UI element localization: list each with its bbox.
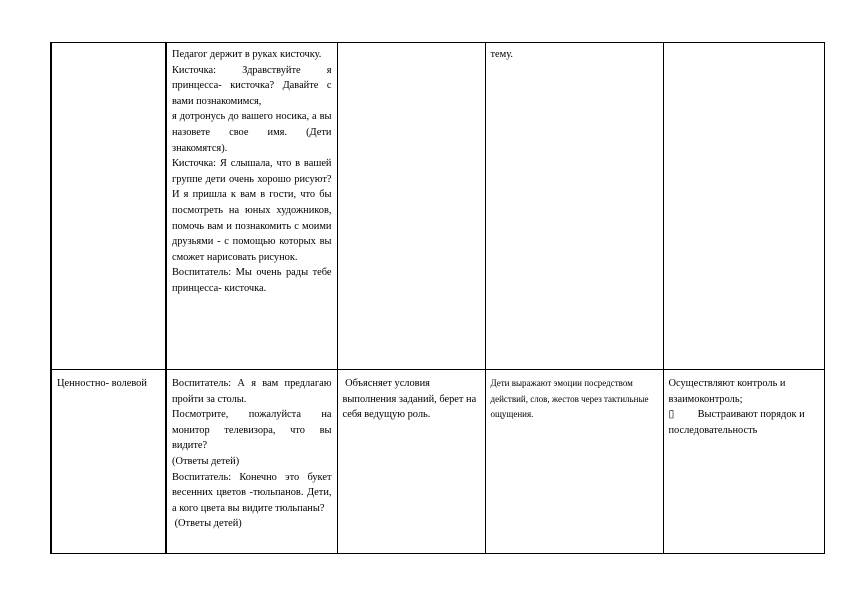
lesson-table <box>50 42 825 554</box>
paragraph: Кисточка: Я слышала, что в вашей группе дети очень хорошо рисуют? И я пришла к вам в гости, что бы посмотреть на юных художников, помочь вам и познакомить с моими друзьями - с помощью которых вы сможет нарисовать рисунок. <box>172 158 332 263</box>
paragraph: Педагог держит в руках кисточку. <box>172 49 322 60</box>
paragraph: Посмотрите, пожалуйста на монитор телевизора, что вы видите? <box>172 409 332 452</box>
stage-cell: Ценностно- волевой <box>51 370 166 554</box>
table-row <box>51 43 824 370</box>
stage-cell <box>51 43 166 370</box>
paragraph: Осуществляют контроль и взаимоконтроль; <box>668 378 786 405</box>
children-activity-cell: тему. <box>485 43 663 370</box>
paragraph: ▯ Выстраивают порядок и последовательность <box>668 409 808 436</box>
paragraph: Воспитатель: Конечно это букет весенних цветов -тюльпанов. Дети, а кого цвета вы видите тюльпаны? <box>172 471 332 514</box>
paragraph: Кисточка: Здравствуйте я принцесса- кисточка? Давайте с вами познакомимся, <box>172 64 332 107</box>
teacher-activity-cell: Объясняет условия выполнения заданий, берет на себя ведущую роль. <box>337 370 485 554</box>
dialogue-cell <box>166 370 337 554</box>
teacher-activity-cell <box>337 43 485 370</box>
children-activity-cell: Дети выражают эмоции посредством действий, слов, жестов через тактильные ощущения. <box>485 370 663 554</box>
paragraph: я дотронусь до вашего носика, а вы назовете свое имя. (Дети знакомятся). <box>172 111 332 154</box>
dialogue-cell <box>166 43 337 370</box>
result-cell <box>663 370 824 554</box>
paragraph: (Ответы детей) <box>172 455 240 467</box>
paragraph: (Ответы детей) <box>172 518 242 530</box>
table-row <box>51 370 824 554</box>
paragraph: Воспитатель: Мы очень рады тебе принцесса- кисточка. <box>172 267 332 294</box>
result-cell <box>663 43 824 370</box>
paragraph: Воспитатель: А я вам предлагаю пройти за столы. <box>172 378 332 405</box>
